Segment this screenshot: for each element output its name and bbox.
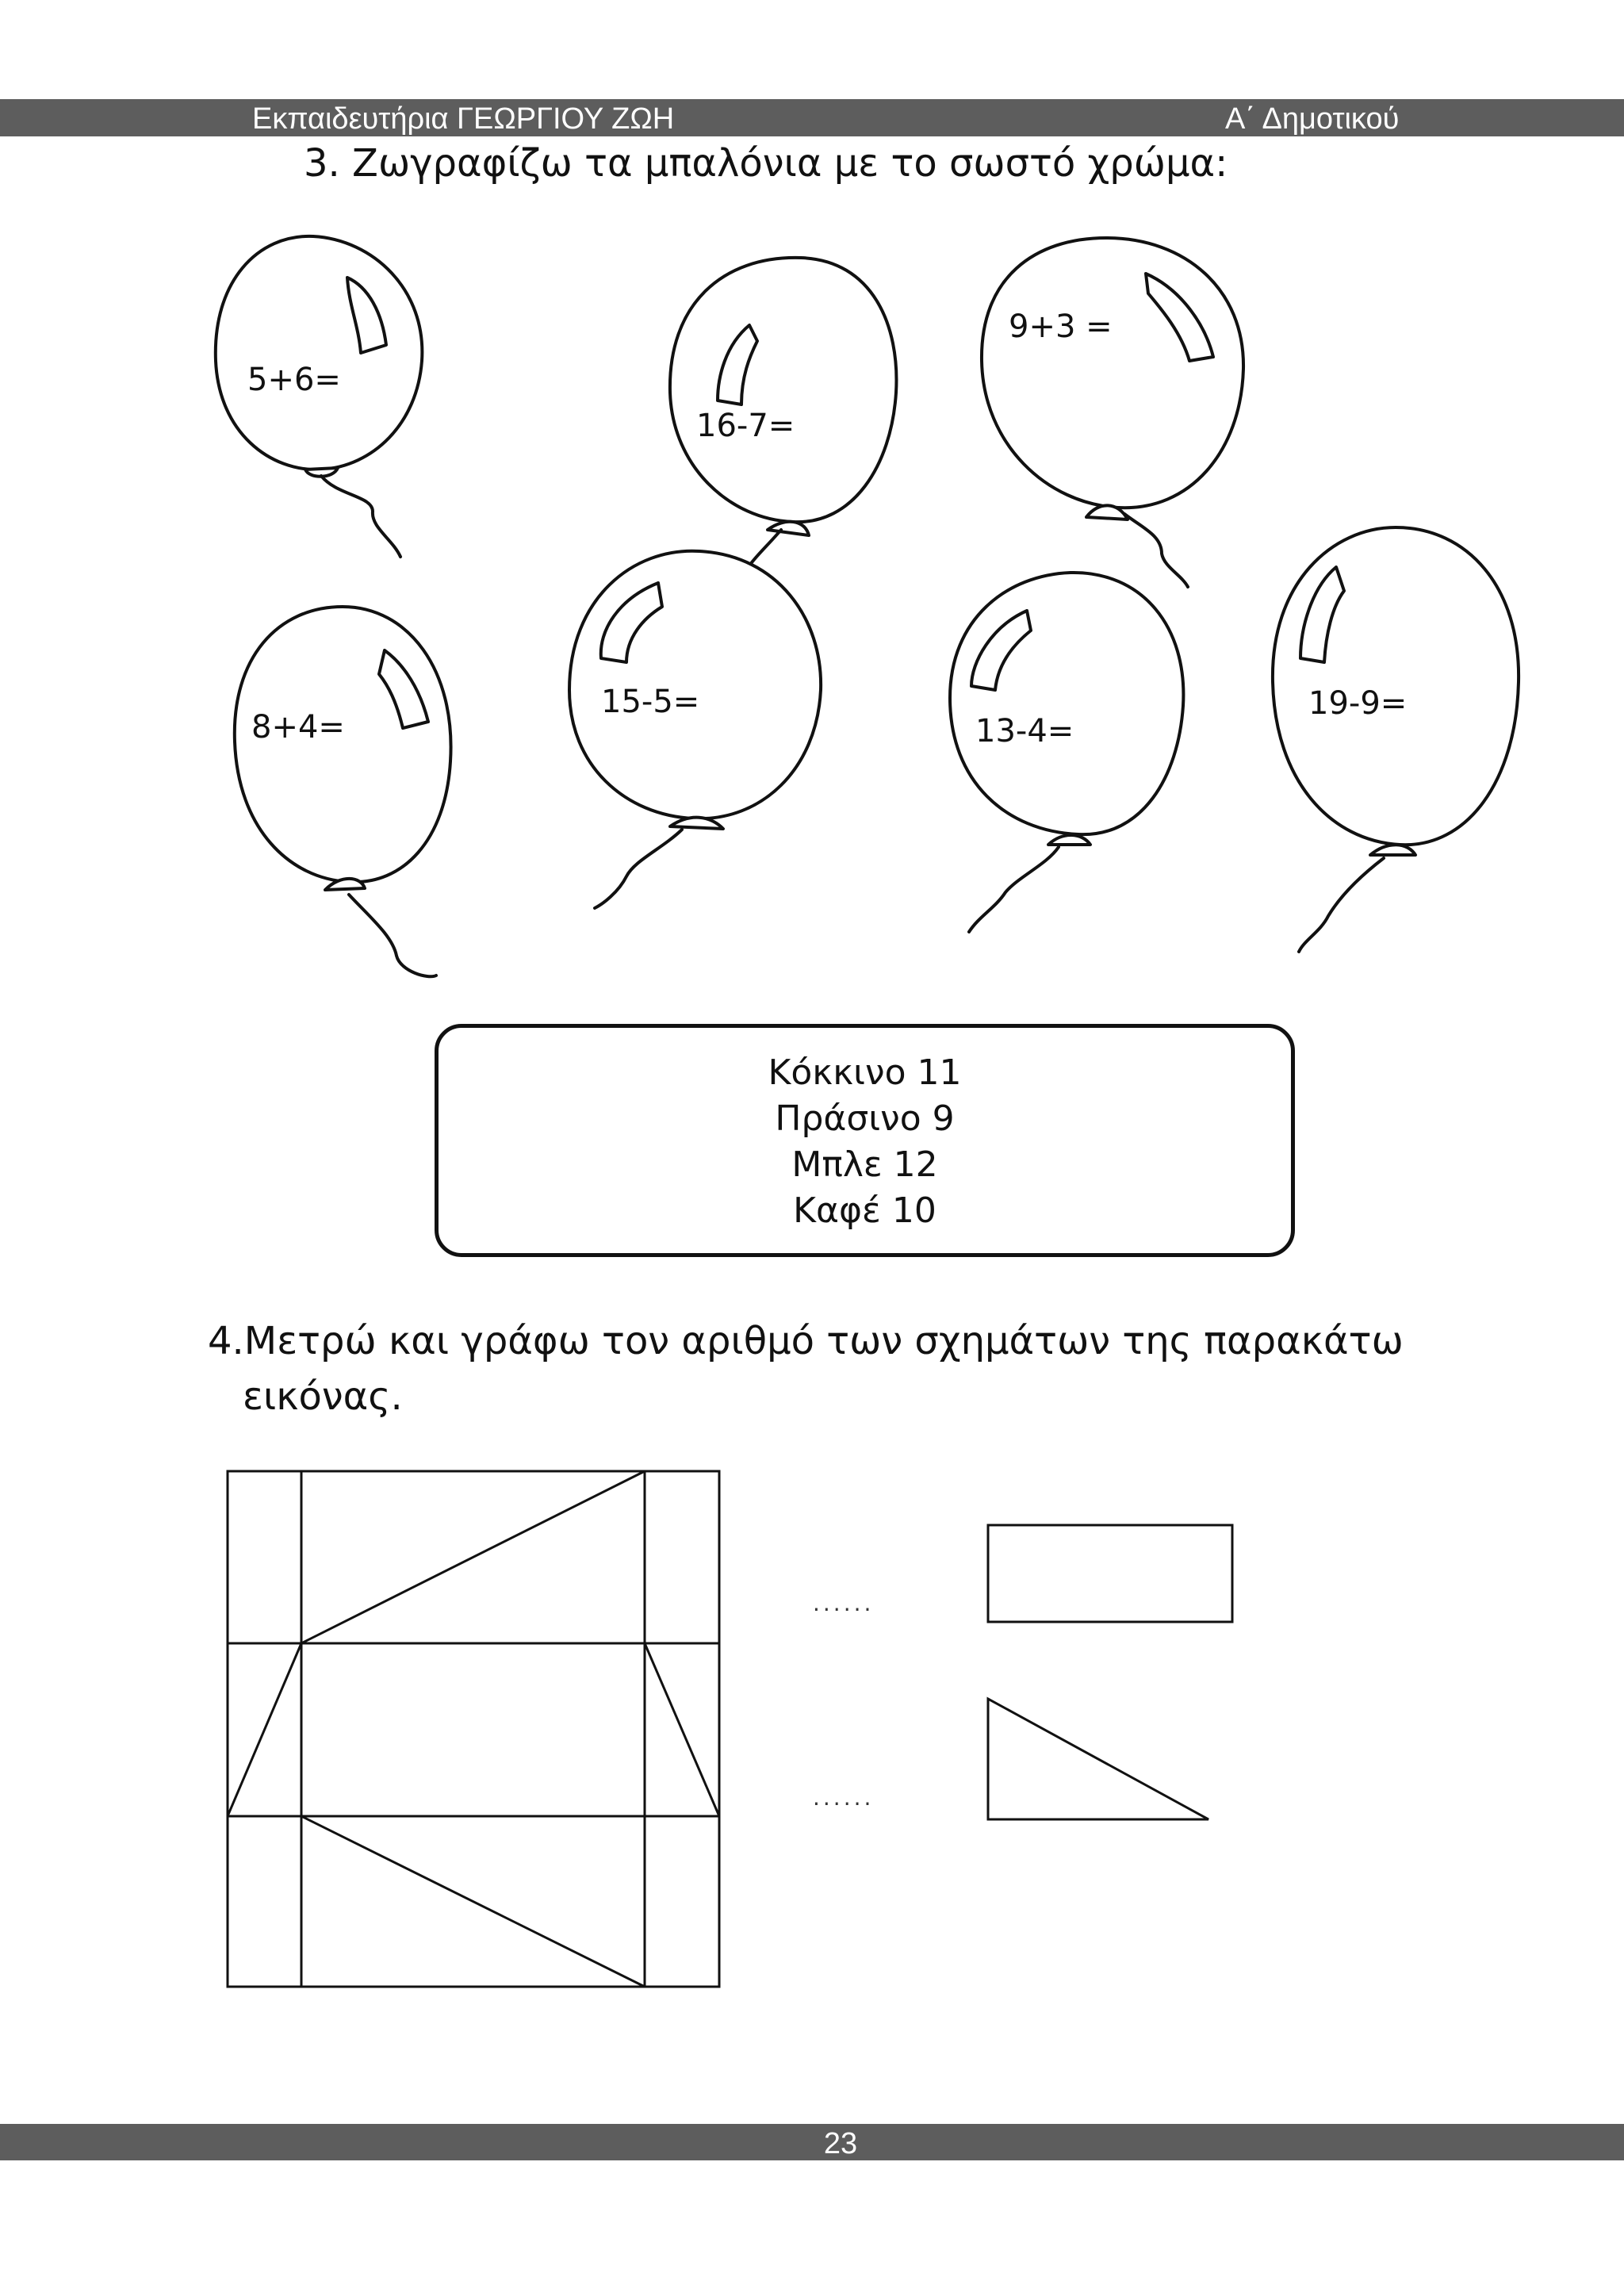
- school-name: Εκπαιδευτήρια ΓΕΩΡΓΙΟΥ ΖΩΗ: [252, 102, 675, 136]
- balloon-equation: 15-5=: [601, 684, 700, 720]
- balloon: [569, 551, 821, 908]
- balloon: [1273, 527, 1519, 952]
- legend-item-blue: Μπλε 12: [791, 1144, 938, 1185]
- exercise-3-title: 3. Ζωγραφίζω τα μπαλόνια με το σωστό χρώμα:: [304, 141, 1228, 186]
- page-number: 23: [823, 2127, 858, 2160]
- balloon-equation: 9+3 =: [1009, 309, 1113, 345]
- balloon-equation: 16-7=: [696, 408, 795, 444]
- composite-diagonal: [228, 1643, 301, 1816]
- grade-label: Α΄ Δημοτικού: [1225, 102, 1400, 136]
- balloon: [950, 573, 1183, 932]
- triangle-count-answer[interactable]: ......: [813, 1784, 875, 1811]
- balloon-equation: 5+6=: [247, 362, 341, 398]
- rectangle-shape-sample: [988, 1525, 1232, 1622]
- composite-diagonal: [645, 1643, 719, 1816]
- balloon: [216, 236, 423, 557]
- balloon-equation: 19-9=: [1308, 685, 1408, 722]
- shapes-figure: [0, 1428, 1624, 1999]
- balloon: [982, 238, 1243, 587]
- balloon-equation: 13-4=: [975, 713, 1074, 749]
- triangle-shape-sample: [988, 1699, 1208, 1819]
- balloon: [235, 607, 451, 976]
- color-legend-list: [439, 1050, 1291, 1234]
- color-legend-box: [435, 1024, 1295, 1257]
- composite-diagonal: [301, 1471, 645, 1643]
- rectangle-count-answer[interactable]: ......: [813, 1590, 875, 1616]
- legend-item-red: Κόκκινο 11: [768, 1052, 962, 1093]
- footer-bar: [0, 2124, 1624, 2160]
- composite-diagonal: [301, 1816, 645, 1987]
- exercise-4-title: 4.Μετρώ και γράφω τον αριθμό των σχημάτων της παρακάτω: [208, 1319, 1404, 1363]
- exercise-4-title-continued: εικόνας.: [243, 1374, 403, 1419]
- balloons-drawing: [0, 214, 1624, 991]
- legend-item-green: Πράσινο 9: [775, 1098, 955, 1139]
- header-bar: [0, 99, 1624, 136]
- balloon-equation: 8+4=: [251, 709, 345, 746]
- legend-item-brown: Καφέ 10: [793, 1190, 936, 1231]
- balloon: [670, 258, 897, 571]
